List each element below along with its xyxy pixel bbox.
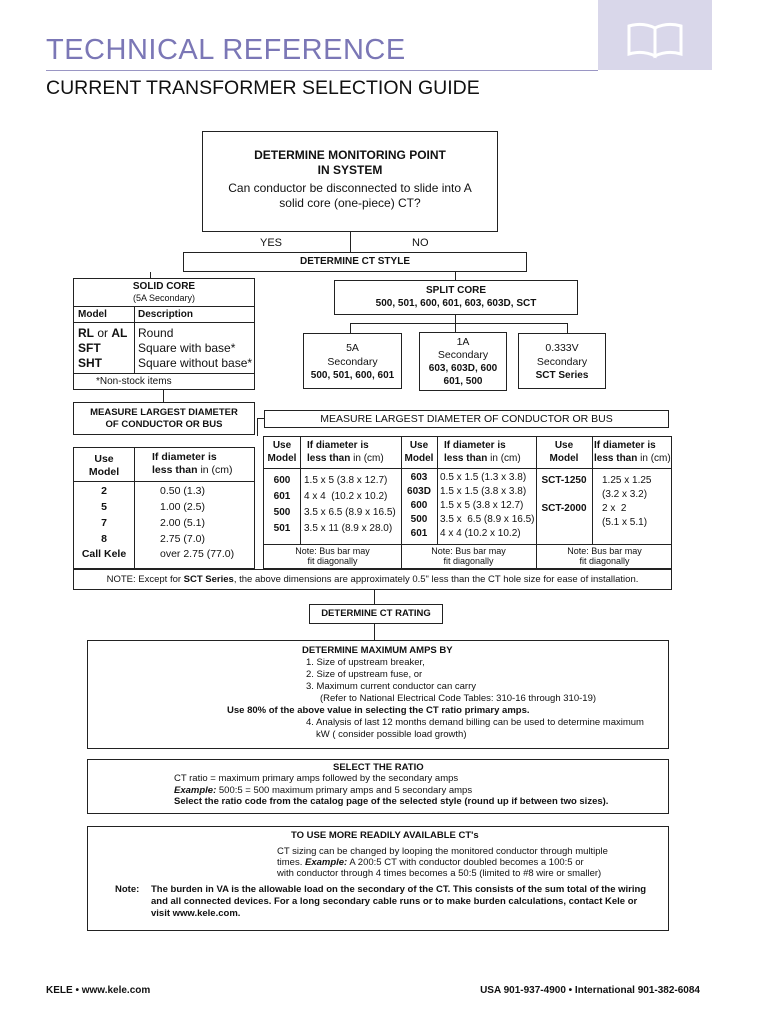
- no-label: NO: [412, 237, 429, 249]
- solid-measure-line-1: MEASURE LARGEST DIAMETER: [90, 407, 238, 418]
- ratio-line-1: CT ratio = maximum primary amps followed by the secondary amps: [174, 773, 459, 784]
- split-model-divider-2: [437, 437, 438, 544]
- split1-h-unit: in (cm): [350, 453, 384, 464]
- bus-note-3-l1: Note: Bus bar may: [567, 546, 642, 556]
- solid-table-model-3: 7: [101, 517, 107, 529]
- monitoring-question-1: Can conductor be disconnected to slide into A: [228, 181, 472, 195]
- ratio-bold-line: Select the ratio code from the catalog page of the selected style (round up if between two sizes).: [174, 796, 609, 807]
- solid-core-title: SOLID CORE: [132, 281, 196, 292]
- solid-table-model-5: Call Kele: [81, 548, 127, 560]
- bus-note-1-l2: fit diagonally: [307, 556, 358, 566]
- solid-table-col-divider: [134, 448, 135, 568]
- split1-model-4: 501: [273, 523, 291, 534]
- solid-table-model-1: 2: [101, 485, 107, 497]
- bus-note-2-l2: fit diagonally: [443, 556, 494, 566]
- select-ratio-box: [87, 759, 669, 814]
- ratio-title: SELECT THE RATIO: [333, 762, 424, 773]
- solid-measure-box: [73, 402, 255, 435]
- connector-top: [350, 232, 351, 252]
- split3-h-model: Model: [549, 453, 579, 464]
- solid-table-h-use: Use: [94, 453, 114, 465]
- split3-h-unit: in (cm): [637, 453, 671, 464]
- split1-h-less-bold: less than: [307, 453, 351, 464]
- split2-model-5: 601: [410, 528, 428, 539]
- split1-size-4: 3.5 x 11 (8.9 x 28.0): [304, 523, 393, 534]
- split2-model-2: 603D: [407, 486, 431, 497]
- split2-h-less: [444, 453, 521, 464]
- available-note-2: and all connected devices. For a long secondary cable runs or to make burden calculations, contact Kele or: [151, 896, 638, 907]
- max-amps-item-3-ref: (Refer to National Electrical Code Tables: 310-16 through 310-19): [320, 693, 597, 704]
- split1-h-model: Model: [267, 453, 297, 464]
- available-note-1: The burden in VA is the allowable load on the secondary of the CT. This consists of the sum total of the wiring: [151, 884, 647, 895]
- max-amps-item-3: 3. Maximum current conductor can carry: [306, 681, 477, 692]
- secondary-5a-l3: 500, 501, 600, 601: [310, 370, 395, 381]
- max-amps-title: DETERMINE MAXIMUM AMPS BY: [302, 645, 453, 656]
- split-core-models: 500, 501, 600, 601, 603, 603D, SCT: [375, 298, 537, 309]
- split-diameter-tables: [263, 436, 672, 569]
- split3-size-1: 1.25 x 1.25: [602, 475, 652, 486]
- connector-measure-bar: [257, 418, 264, 419]
- split2-h-unit: in (cm): [487, 453, 521, 464]
- split1-model-2: 601: [273, 491, 291, 502]
- ratio-example-text: 500:5 = 500 maximum primary amps and 5 secondary amps: [216, 785, 473, 796]
- secondary-5a-box: [303, 333, 402, 389]
- book-tab: [598, 0, 712, 70]
- max-amps-item-2: 2. Size of upstream fuse, or: [306, 669, 423, 680]
- available-line-2-post: A 200:5 CT with conductor doubled becomes a 100:5 or: [347, 857, 584, 868]
- section-title: TECHNICAL REFERENCE: [46, 34, 406, 66]
- split1-h-use: Use: [272, 440, 292, 451]
- header-rule: [46, 70, 598, 71]
- split-core-title: SPLIT CORE: [425, 285, 486, 296]
- dimensions-note-pre: NOTE: Except for: [106, 574, 184, 585]
- split2-model-4: 500: [410, 514, 428, 525]
- split3-size-2: (3.2 x 3.2): [602, 489, 648, 500]
- solid-model-al: AL: [111, 326, 128, 340]
- solid-table-size-2: 1.00 (2.5): [160, 501, 205, 513]
- split-note-rule: [264, 544, 671, 545]
- split1-h-less: [307, 453, 384, 464]
- available-line-3: with conductor through 4 times becomes a 50:5 (limited to #8 wire or smaller): [277, 868, 602, 879]
- solid-desc-round: Round: [138, 326, 174, 340]
- secondary-0333v-l2: Secondary: [536, 356, 588, 368]
- connector-split: [455, 272, 456, 280]
- solid-core-col-model: Model: [78, 309, 107, 320]
- secondary-5a-l2: Secondary: [327, 356, 378, 368]
- split1-model-3: 500: [273, 507, 291, 518]
- split3-h-if: If diameter is: [594, 440, 656, 451]
- available-note-3: visit www.kele.com.: [151, 908, 241, 919]
- solid-core-rule-3: [74, 373, 254, 374]
- connector-solid-measure: [163, 390, 164, 402]
- split1-size-1: 1.5 x 5 (3.8 x 12.7): [304, 475, 388, 486]
- monitoring-title-1: DETERMINE MONITORING POINT: [254, 148, 446, 162]
- solid-core-rule-2: [74, 322, 254, 323]
- split2-h-if: If diameter is: [444, 440, 506, 451]
- solid-desc-sht: Square without base*: [138, 356, 253, 370]
- solid-core-col-divider: [134, 307, 135, 373]
- monitoring-point-box: [202, 131, 498, 232]
- secondary-1a-l3: 603, 603D, 600: [428, 363, 498, 374]
- ratio-example: [174, 785, 472, 796]
- available-cts-box: [87, 826, 669, 931]
- solid-core-box: [73, 278, 255, 390]
- solid-core-row: [78, 326, 127, 340]
- secondary-1a-l1: 1A: [456, 336, 470, 348]
- connector-0333: [567, 323, 568, 333]
- split2-model-3: 600: [410, 500, 428, 511]
- split1-size-2: 4 x 4 (10.2 x 10.2): [304, 491, 388, 502]
- footer-right: USA 901-937-4900 • International 901-382-6084: [480, 985, 700, 996]
- split2-size-5: 4 x 4 (10.2 x 10.2): [440, 528, 521, 539]
- max-amps-item-4-l2: kW ( consider possible load growth): [316, 729, 467, 740]
- bus-note-3-l2: fit diagonally: [579, 556, 630, 566]
- split3-size-4: (5.1 x 5.1): [602, 517, 648, 528]
- split2-h-model: Model: [404, 453, 434, 464]
- book-icon: [625, 20, 685, 60]
- split2-h-use: Use: [409, 440, 429, 451]
- split2-size-3: 1.5 x 5 (3.8 x 12.7): [440, 500, 524, 511]
- max-amps-bold-line: Use 80% of the above value in selecting the CT ratio primary amps.: [227, 705, 530, 716]
- solid-table-h-less: [152, 464, 233, 476]
- solid-table-size-4: 2.75 (7.0): [160, 533, 205, 545]
- split-measure-box: MEASURE LARGEST DIAMETER OF CONDUCTOR OR BUS: [264, 410, 669, 428]
- split3-h-less: [594, 453, 671, 464]
- footer-left: KELE • www.kele.com: [46, 985, 151, 996]
- available-line-1: CT sizing can be changed by looping the monitored conductor through multiple: [277, 846, 608, 857]
- solid-measure-line-2: OF CONDUCTOR OR BUS: [105, 419, 223, 430]
- solid-table-h-if: If diameter is: [152, 451, 217, 463]
- solid-table-h-unit: in (cm): [197, 464, 233, 476]
- secondary-1a-l4: 601, 500: [443, 376, 483, 387]
- yes-label: YES: [260, 237, 283, 249]
- connector-split-bar: [350, 323, 568, 324]
- split1-size-3: 3.5 x 6.5 (8.9 x 16.5): [304, 507, 396, 518]
- solid-table-header-rule: [74, 481, 254, 482]
- connector-rating-up: [374, 590, 375, 604]
- bus-note-1-l1: Note: Bus bar may: [295, 546, 370, 556]
- split3-model-3: SCT-2000: [541, 503, 587, 514]
- ratio-example-label: Example:: [174, 785, 217, 796]
- solid-desc-sft: Square with base*: [138, 341, 236, 355]
- available-line-2: [277, 857, 584, 868]
- connector-measure-bar-v: [257, 418, 258, 436]
- solid-table-size-3: 2.00 (5.1): [160, 517, 205, 529]
- solid-table-model-2: 5: [101, 501, 107, 513]
- solid-table-model-4: 8: [101, 533, 107, 545]
- split2-size-4: 3.5 x 6.5 (8.9 x 16.5): [440, 514, 535, 525]
- split3-model-1: SCT-1250: [541, 475, 587, 486]
- split2-h-less-bold: less than: [444, 453, 488, 464]
- solid-model-rl: RL: [78, 326, 94, 340]
- solid-model-sft: SFT: [78, 341, 101, 355]
- secondary-1a-l2: Secondary: [437, 349, 489, 361]
- solid-model-sht: SHT: [78, 356, 102, 370]
- solid-table-size-1: 0.50 (1.3): [160, 485, 205, 497]
- bus-note-2-l1: Note: Bus bar may: [431, 546, 506, 556]
- dimensions-note-post: , the above dimensions are approximately 0.5" less than the CT hole size for ease of installation.: [233, 574, 639, 585]
- page-title: CURRENT TRANSFORMER SELECTION GUIDE: [46, 77, 480, 99]
- split1-h-if: If diameter is: [307, 440, 369, 451]
- connector-5a: [350, 323, 351, 333]
- available-title: TO USE MORE READILY AVAILABLE CT's: [291, 830, 479, 841]
- solid-core-subtitle: (5A Secondary): [132, 293, 196, 303]
- split-model-divider-3: [592, 437, 593, 544]
- solid-table-h-less-bold: less than: [152, 464, 198, 476]
- max-amps-box: [87, 640, 669, 749]
- connector-rating-down: [374, 624, 375, 640]
- solid-table-size-5: over 2.75 (77.0): [160, 548, 235, 560]
- split2-size-1: 0.5 x 1.5 (1.3 x 3.8): [440, 472, 527, 483]
- split1-model-1: 600: [273, 475, 291, 486]
- available-example-label: Example:: [304, 857, 348, 868]
- available-note-label: Note:: [115, 884, 140, 895]
- secondary-1a-box: [419, 332, 507, 391]
- solid-diameter-table: [73, 447, 255, 569]
- monitoring-title-2: IN SYSTEM: [317, 163, 383, 177]
- secondary-0333v-l3: SCT Series: [535, 370, 589, 381]
- solid-core-col-desc: Description: [138, 309, 194, 320]
- secondary-0333v-l1: 0.333V: [545, 342, 579, 354]
- split3-size-3: 2 x 2: [602, 503, 627, 514]
- solid-table-h-model: Model: [88, 466, 120, 478]
- max-amps-item-4-l1: 4. Analysis of last 12 months demand billing can be used to determine maximum: [306, 717, 644, 728]
- secondary-0333v-box: [518, 333, 606, 389]
- secondary-5a-l1: 5A: [346, 342, 359, 354]
- solid-core-footnote: *Non-stock items: [96, 376, 172, 387]
- solid-core-rule-1: [74, 306, 254, 307]
- monitoring-question-2: solid core (one-piece) CT?: [279, 196, 421, 210]
- split2-model-1: 603: [410, 472, 428, 483]
- ct-style-box: DETERMINE CT STYLE: [183, 252, 527, 272]
- split-header-rule: [264, 468, 671, 469]
- ct-rating-box: DETERMINE CT RATING: [309, 604, 443, 624]
- split3-h-less-bold: less than: [594, 453, 638, 464]
- split2-size-2: 1.5 x 1.5 (3.8 x 3.8): [440, 486, 527, 497]
- split-model-divider-1: [300, 437, 301, 544]
- max-amps-item-1: 1. Size of upstream breaker,: [306, 657, 425, 668]
- split3-h-use: Use: [554, 440, 574, 451]
- dimensions-note: [73, 569, 672, 590]
- available-line-2-pre: times.: [277, 857, 305, 868]
- solid-model-or: or: [94, 326, 112, 340]
- split-core-box: [334, 280, 578, 315]
- dimensions-note-bold: SCT Series: [183, 574, 234, 585]
